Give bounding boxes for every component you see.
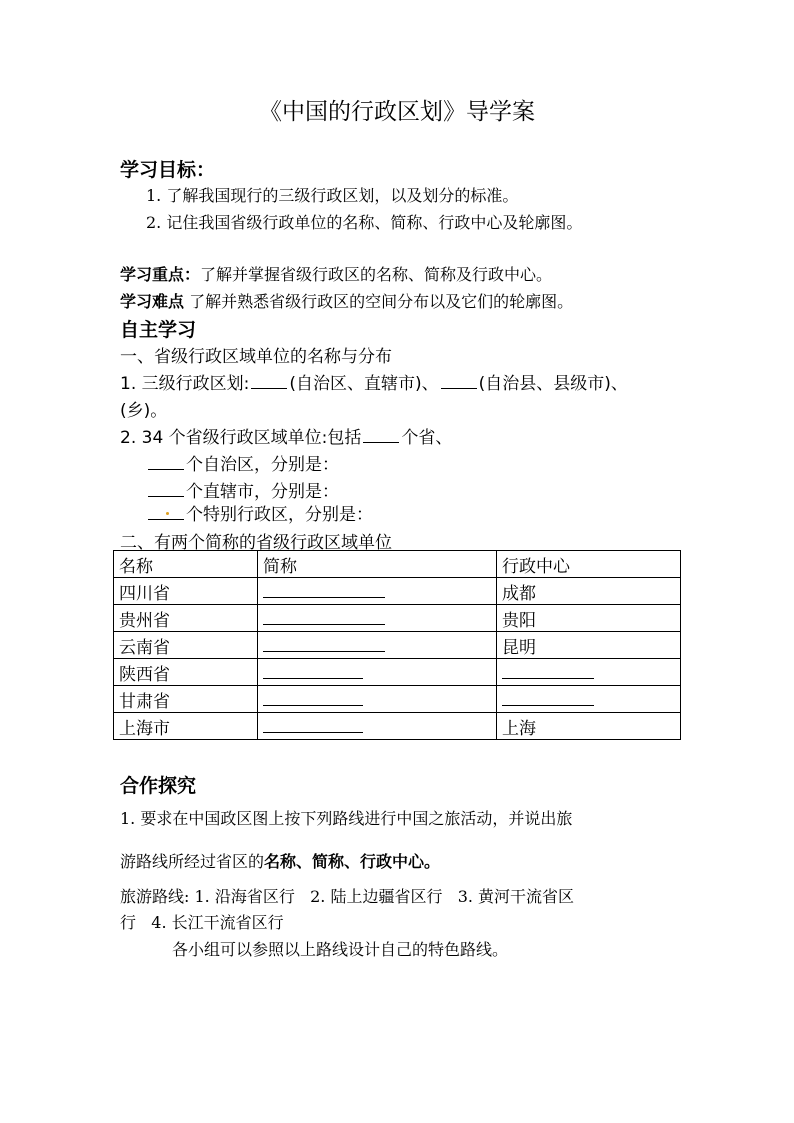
table-cell-abbr[interactable] bbox=[258, 686, 497, 713]
table-row bbox=[114, 578, 681, 605]
difficulty-label: 学习难点 bbox=[120, 292, 185, 311]
table-cell-capital[interactable] bbox=[497, 686, 681, 713]
question-2-municipality bbox=[146, 477, 339, 502]
table-header-capital: 行政中心 bbox=[497, 551, 681, 578]
blank-municipality-count[interactable] bbox=[148, 479, 184, 497]
abbr-blank[interactable] bbox=[263, 580, 385, 598]
table-cell-name: 贵州省 bbox=[114, 605, 258, 632]
goals-heading: 学习目标： bbox=[120, 159, 216, 181]
goal-item-1: 1. 了解我国现行的三级行政区划，以及划分的标准。 bbox=[146, 186, 519, 205]
section1-title: 一、省级行政区域单位的名称与分布 bbox=[120, 347, 392, 367]
table-row bbox=[114, 713, 681, 740]
table-row bbox=[114, 686, 681, 713]
table-cell-abbr[interactable] bbox=[258, 632, 497, 659]
goal-item-2: 2. 记住我国省级行政单位的名称、简称、行政中心及轮廓图。 bbox=[146, 213, 583, 232]
table-header-row bbox=[114, 551, 681, 578]
table-header-name: 名称 bbox=[114, 551, 258, 578]
q1-part-d: (乡)。 bbox=[120, 401, 168, 421]
table-cell-name: 云南省 bbox=[114, 632, 258, 659]
abbr-blank[interactable] bbox=[263, 688, 363, 706]
table-cell-name: 甘肃省 bbox=[114, 686, 258, 713]
question-2 bbox=[120, 423, 452, 448]
blank-autonomous-count[interactable] bbox=[148, 452, 184, 470]
q2-part-e: 个特别行政区，分别是： bbox=[186, 505, 373, 525]
table-cell-abbr[interactable] bbox=[258, 605, 497, 632]
self-study-heading: 自主学习 bbox=[120, 319, 197, 341]
table-row bbox=[114, 659, 681, 686]
blank-province-count[interactable] bbox=[363, 425, 399, 443]
question-2-sar bbox=[146, 500, 373, 525]
abbr-blank[interactable] bbox=[263, 661, 363, 679]
abbr-blank[interactable] bbox=[263, 715, 363, 733]
key-point-label: 学习重点： bbox=[120, 265, 201, 284]
routes-line-1: 旅游路线: 1. 沿海省区行 2. 陆上边疆省区行 3. 黄河干流省区 bbox=[120, 887, 575, 906]
key-point-text: 了解并掌握省级行政区的名称、简称及行政中心。 bbox=[200, 265, 553, 284]
blank-sar-count[interactable] bbox=[148, 502, 184, 520]
cooperation-heading: 合作探究 bbox=[120, 775, 197, 797]
q1-part-c: (自治县、县级市)、 bbox=[478, 374, 628, 394]
table-row bbox=[114, 605, 681, 632]
difficulty-text: 了解并熟悉省级行政区的空间分布以及它们的轮廓图。 bbox=[184, 292, 574, 311]
table-header-abbr: 简称 bbox=[258, 551, 497, 578]
table-cell-name: 四川省 bbox=[114, 578, 258, 605]
blank-province-level[interactable] bbox=[251, 371, 287, 389]
table-cell-capital[interactable] bbox=[497, 659, 681, 686]
abbreviation-table bbox=[113, 550, 681, 740]
mark-dot bbox=[166, 512, 169, 515]
section2-title: 二、有两个简称的省级行政区域单位 bbox=[120, 533, 392, 553]
q2-prefix: 2. 34 个省级行政区域单位:包括 bbox=[120, 428, 362, 448]
q2-part-c: 个自治区，分别是： bbox=[186, 455, 339, 475]
capital-blank[interactable] bbox=[502, 688, 594, 706]
table-row bbox=[114, 632, 681, 659]
q1-part-b: (自治区、直辖市)、 bbox=[289, 374, 439, 394]
q2-part-b: 个省、 bbox=[401, 428, 453, 448]
routes-line-2: 行 4. 长江干流省区行 bbox=[120, 913, 284, 932]
table-cell-capital: 贵阳 bbox=[497, 605, 681, 632]
difficulty bbox=[120, 289, 573, 312]
capital-blank[interactable] bbox=[502, 661, 594, 679]
table-cell-capital: 成都 bbox=[497, 578, 681, 605]
table-cell-abbr[interactable] bbox=[258, 713, 497, 740]
question-2-autonomous bbox=[146, 450, 339, 475]
key-point bbox=[120, 262, 552, 285]
q1-prefix: 1. 三级行政区划: bbox=[120, 374, 250, 394]
table-cell-name: 上海市 bbox=[114, 713, 258, 740]
table-cell-capital: 上海 bbox=[497, 713, 681, 740]
p2-emphasis: 名称、简称、行政中心。 bbox=[264, 852, 441, 871]
abbr-blank[interactable] bbox=[263, 607, 385, 625]
blank-county-level[interactable] bbox=[441, 371, 477, 389]
table-cell-abbr[interactable] bbox=[258, 659, 497, 686]
table-cell-name: 陕西省 bbox=[114, 659, 258, 686]
cooperation-paragraph-1: 1. 要求在中国政区图上按下列路线进行中国之旅活动，并说出旅 bbox=[120, 809, 573, 828]
cooperation-note: 各小组可以参照以上路线设计自己的特色路线。 bbox=[172, 940, 509, 959]
cooperation-paragraph-2 bbox=[120, 849, 440, 872]
table-cell-abbr[interactable] bbox=[258, 578, 497, 605]
abbr-blank[interactable] bbox=[263, 634, 385, 652]
q2-part-d: 个直辖市，分别是： bbox=[186, 482, 339, 502]
table-cell-capital: 昆明 bbox=[497, 632, 681, 659]
page-title: 《中国的行政区划》导学案 bbox=[259, 99, 535, 125]
p2-text: 游路线所经过省区的 bbox=[120, 852, 265, 871]
question-1 bbox=[120, 369, 628, 394]
